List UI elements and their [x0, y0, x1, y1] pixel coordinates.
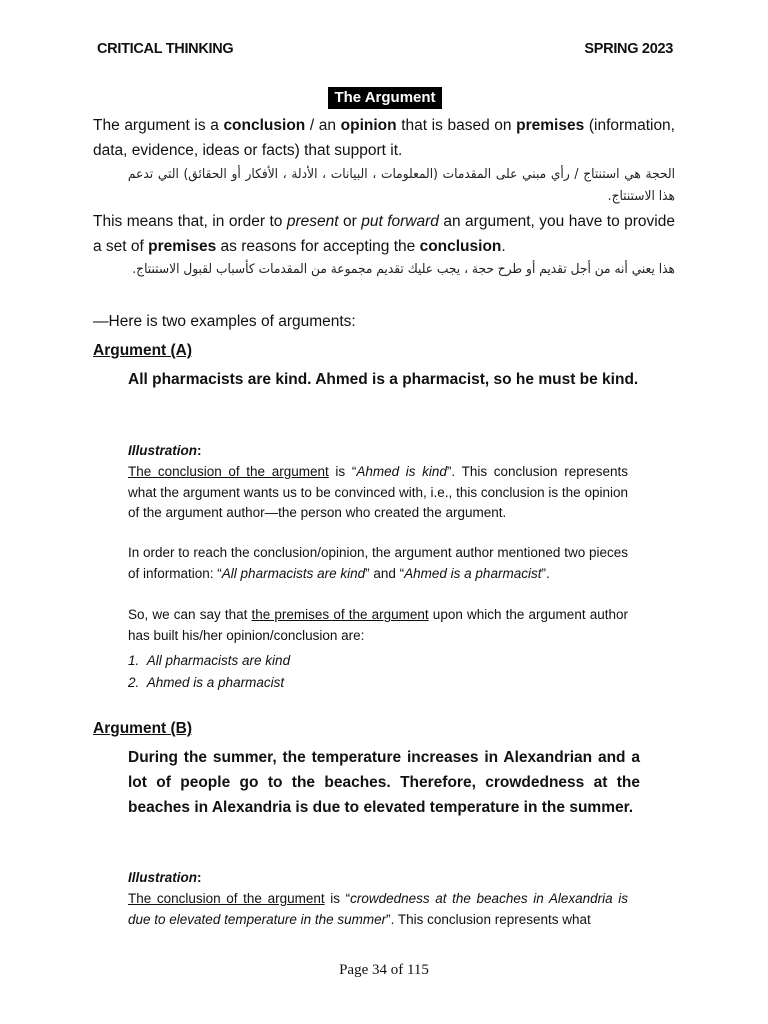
intro-arabic-1: الحجة هي استنتاج / رأي مبني على المقدمات (المعلومات ، البيانات ، الأدلة ، الأفكار أو الحقائق) التي تدعم هذا الاستنتاج. [127, 167, 675, 204]
argument-b-illustration-1: The conclusion of the argument is “crowdedness at the beaches in Alexandria is due to elevated temperature in the summer”. This conclusion represents what [128, 891, 628, 927]
intro-paragraph-1: The argument is a conclusion / an opinion that is based on premises (information, data, evidence, ideas or facts) that support it. [93, 117, 675, 159]
section-title: The Argument [328, 87, 442, 109]
argument-a-statement: All pharmacists are kind. Ahmed is a pharmacist, so he must be kind. [128, 371, 639, 388]
intro-arabic-2: هذا يعني أنه من أجل تقديم أو طرح حجة ، يجب عليك تقديم مجموعة من المقدمات كأسباب لقبول الاستنتاج. [132, 262, 675, 277]
header-term: SPRING 2023 [584, 41, 673, 57]
argument-a-illustration-3: So, we can say that the premises of the argument upon which the argument author has built his/her opinion/conclusion are: [128, 607, 628, 643]
intro-paragraph-2: This means that, in order to present or put forward an argument, you have to provide a set of premises as reasons for accepting the conclusion. [93, 213, 675, 255]
premise-item: 2. Ahmed is a pharmacist [128, 674, 285, 690]
argument-a-illustration-2: In order to reach the conclusion/opinion, the argument author mentioned two pieces of information: “All pharmacists are kind” and “Ahmed is a pharmacist”. [128, 545, 628, 581]
argument-a-premises-list [128, 650, 290, 693]
argument-b-illustration-label: Illustration: [128, 870, 202, 885]
argument-b-statement: During the summer, the temperature increases in Alexandrian and a lot of people go to the beaches. Therefore, crowdedness at the beaches in Alexandria is due to elevated temperature in the summer. [128, 749, 640, 816]
argument-a-illustration-1: The conclusion of the argument is “Ahmed is kind”. This conclusion represents what the argument wants us to be convinced with, i.e., this conclusion is the opinion of the argument author—the person who created the argument. [128, 464, 628, 520]
intro-block [93, 113, 675, 281]
premise-item: 1. All pharmacists are kind [128, 653, 291, 668]
header-course: CRITICAL THINKING [97, 41, 234, 57]
argument-b-heading: Argument (B) [93, 720, 193, 737]
argument-a-heading: Argument (A) [93, 342, 193, 359]
page-number: Page 34 of 115 [339, 962, 429, 978]
examples-intro: —Here is two examples of arguments: [93, 313, 356, 330]
argument-a-illustration-label: Illustration: [128, 443, 202, 458]
